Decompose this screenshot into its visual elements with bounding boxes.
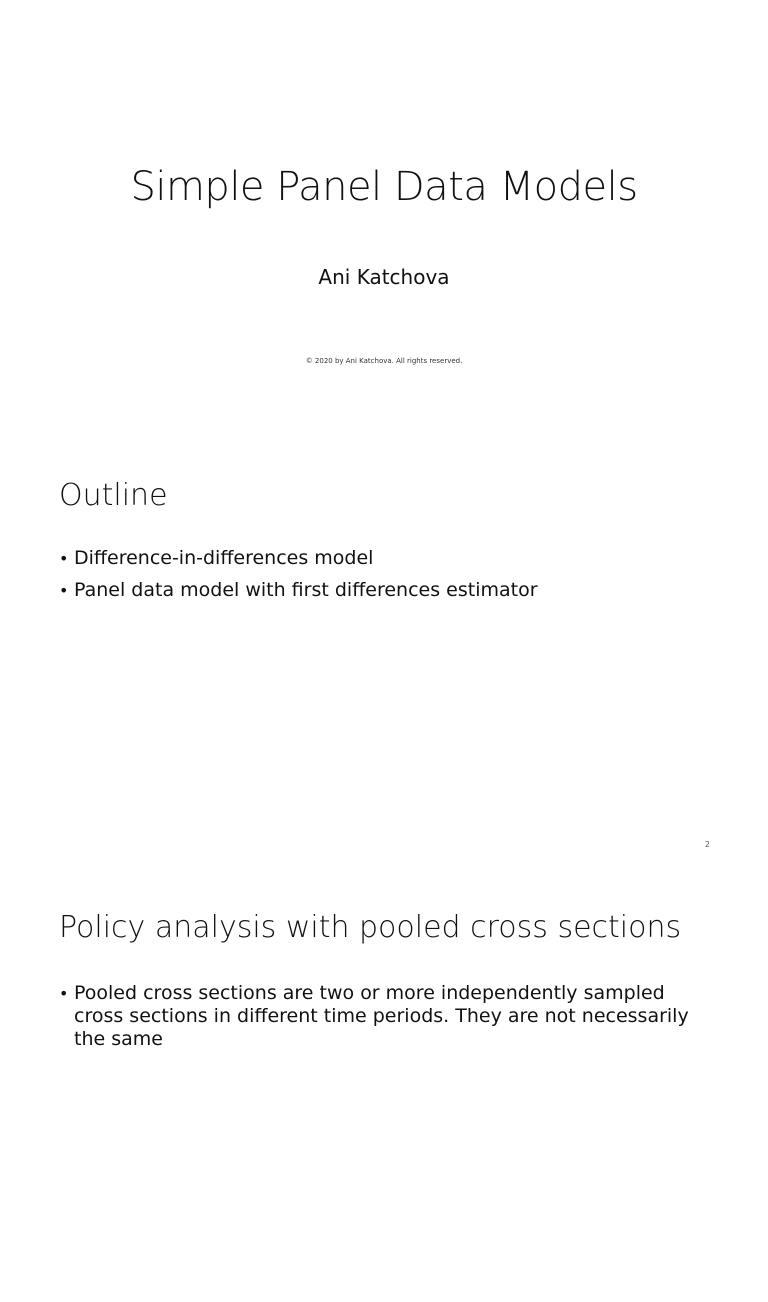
bullet-icon: • [59,984,69,1003]
bullet-icon: • [59,549,69,568]
slide-title [0,0,768,434]
slide-policy-analysis [0,868,768,1302]
bullet-icon: • [59,581,69,600]
list-item [59,547,708,570]
bullet-list [59,982,708,1060]
list-item-text: Panel data model with first differences estimator [74,579,538,601]
bullet-list [59,547,708,611]
list-item [59,579,708,602]
author-name: Ani Katchova [318,265,450,289]
slide-title-heading: Simple Panel Data Models [130,164,638,210]
list-item [59,982,708,1051]
page-number: 2 [704,840,710,849]
list-item-text: Difference-in-differences model [74,547,374,569]
slide-outline [0,434,768,868]
copyright-notice: © 2020 by Ani Katchova. All rights reserved. [305,357,463,365]
slide-heading: Outline [59,478,168,513]
slide-heading: Policy analysis with pooled cross sections [59,910,682,945]
list-item-text: Pooled cross sections are two or more independently sampled cross sections in different time periods. They are not necessarily the same [74,982,689,1050]
